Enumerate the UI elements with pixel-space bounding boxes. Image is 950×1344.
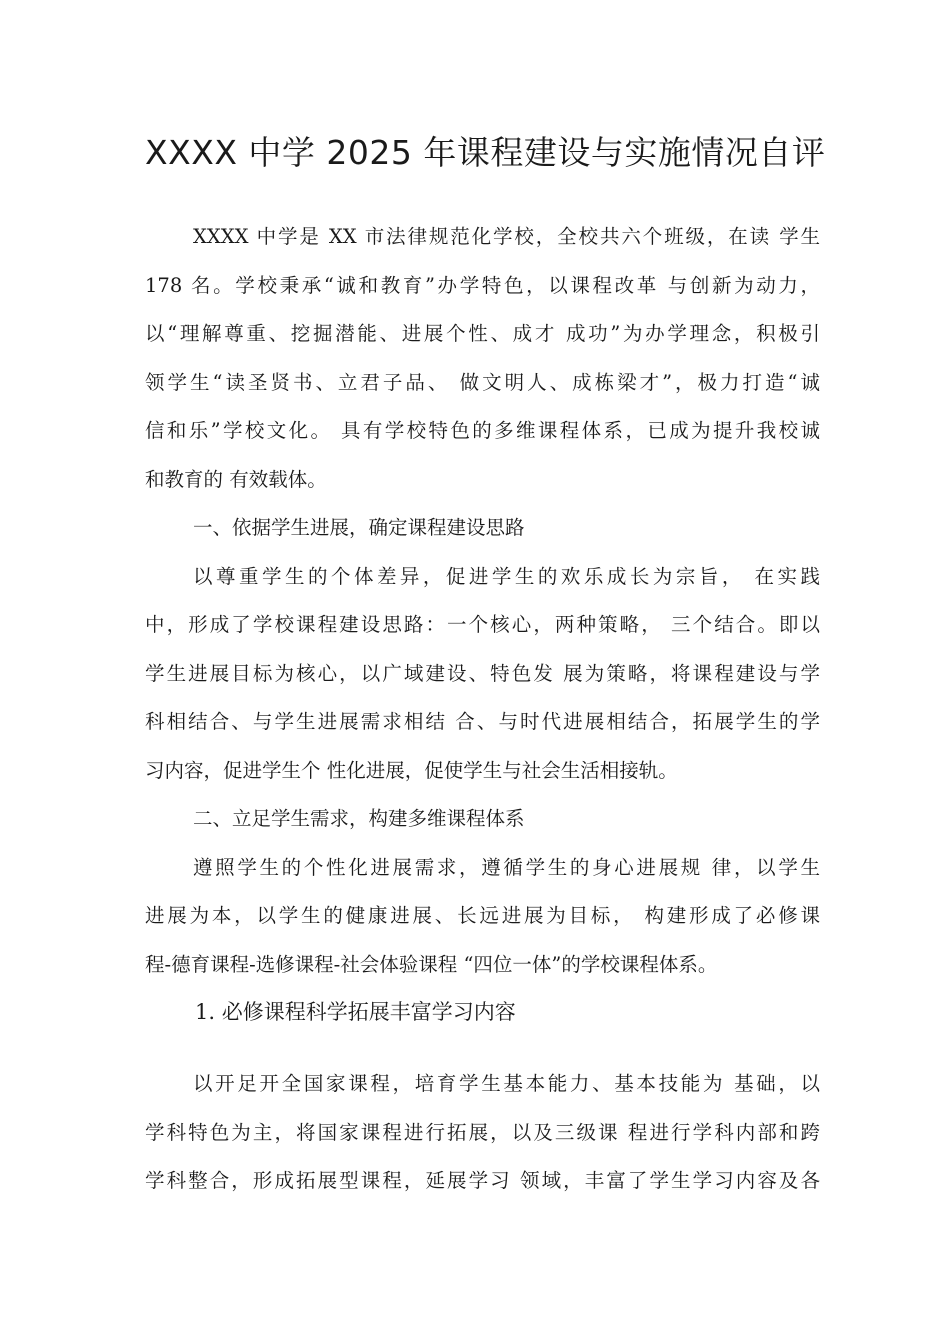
- section-heading-one: 一、依据学生进展，确定课程建设思路: [193, 516, 525, 539]
- paragraph-line: 进展为本，以学生的健康进展、长远进展为目标， 构建形成了必修课: [145, 904, 820, 927]
- document-body: [145, 218, 820, 1211]
- paragraph-line: 程-德育课程-选修课程-社会体验课程 “四位一体”的学校课程体系。: [145, 952, 718, 976]
- section-one-paragraph: [145, 558, 820, 789]
- paragraph-line: 学科整合，形成拓展型课程，延展学习 领域，丰富了学生学习内容及各: [145, 1169, 820, 1192]
- paragraph-line: XXXX 中学是 XX 市法律规范化学校，全校共六个班级，在读 学生: [193, 225, 820, 248]
- document-title: XXXX 中学 2025 年课程建设与实施情况自评: [145, 133, 826, 172]
- subsection-paragraph: [145, 1065, 820, 1199]
- paragraph-line: 和教育的 有效载体。: [145, 467, 327, 491]
- paragraph-line: 习内容，促进学生个 性化进展，促使学生与社会生活相接轨。: [145, 758, 678, 782]
- paragraph-line: 学生进展目标为核心，以广域建设、特色发 展为策略，将课程建设与学: [145, 661, 820, 685]
- paragraph-line: 178 名。学校秉承“诚和教育”办学特色，以课程改革 与创新为动力，: [145, 273, 820, 297]
- intro-paragraph: [145, 218, 820, 498]
- paragraph-line: 以开足开全国家课程，培育学生基本能力、基本技能为 基础，以: [193, 1072, 820, 1095]
- subsection-heading: 1. 必修课程科学拓展丰富学习内容: [195, 1000, 516, 1024]
- paragraph-line: 以尊重学生的个体差异，促进学生的欢乐成长为宗旨， 在实践: [193, 564, 820, 588]
- section-two-paragraph: [145, 849, 820, 983]
- paragraph-line: 科相结合、与学生进展需求相结 合、与时代进展相结合，拓展学生的学: [145, 710, 820, 733]
- paragraph-line: 遵照学生的个性化进展需求，遵循学生的身心进展规 律，以学生: [193, 855, 820, 879]
- paragraph-line: 学科特色为主，将国家课程进行拓展，以及三级课 程进行学科内部和跨: [145, 1120, 820, 1144]
- paragraph-line: 以“理解尊重、挖掘潜能、进展个性、成才 成功”为办学理念，积极引: [145, 322, 820, 345]
- paragraph-line: 中，形成了学校课程建设思路：一个核心，两种策略， 三个结合。即以: [145, 613, 820, 636]
- section-heading-two: 二、立足学生需求，构建多维课程体系: [193, 807, 525, 830]
- paragraph-line: 信和乐”学校文化。 具有学校特色的多维课程体系，已成为提升我校诚: [145, 419, 820, 442]
- paragraph-line: 领学生“读圣贤书、立君子品、 做文明人、成栋梁才”，极力打造“诚: [145, 370, 820, 394]
